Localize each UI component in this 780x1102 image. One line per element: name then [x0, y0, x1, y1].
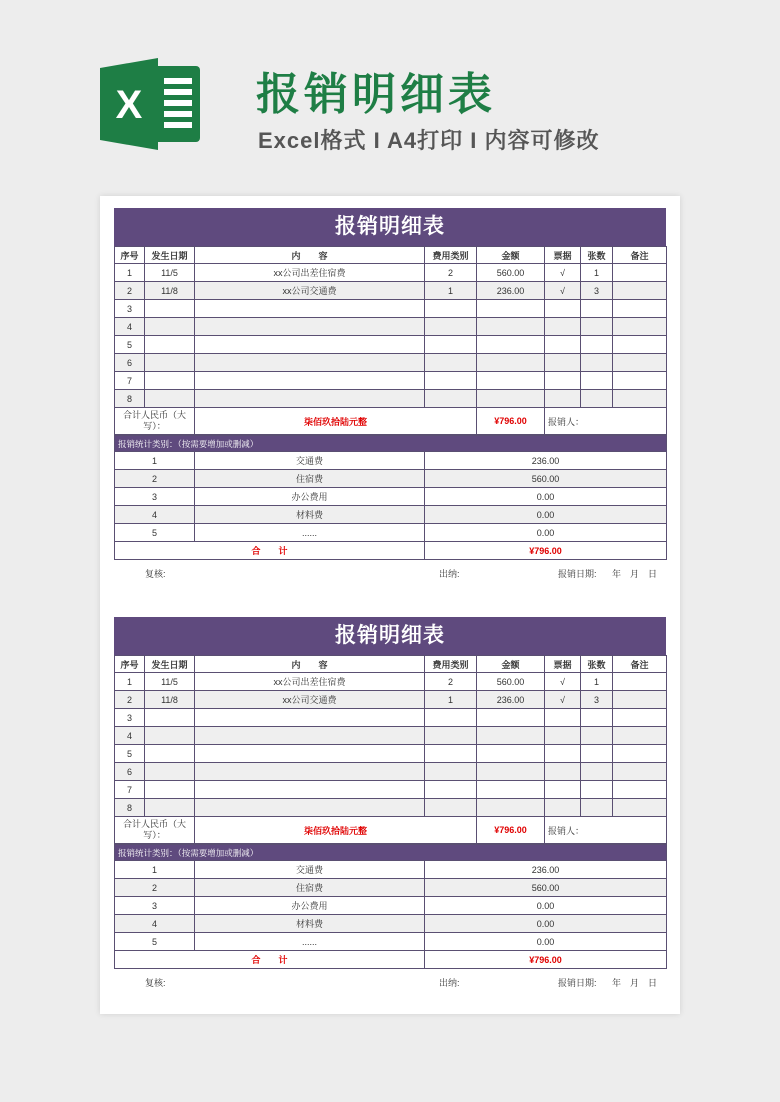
table-row: [115, 336, 667, 354]
cell-count[interactable]: 3: [581, 691, 613, 709]
cell-content[interactable]: [195, 745, 425, 763]
cell-seq[interactable]: 4: [115, 727, 145, 745]
cell-date[interactable]: [145, 763, 195, 781]
cell-remark[interactable]: [613, 354, 667, 372]
total-amount-words[interactable]: 柒佰玖拾陆元整: [195, 408, 477, 435]
stats-seq[interactable]: 5: [115, 524, 195, 542]
signature-row: [114, 969, 666, 991]
page-subtitle: Excel格式 I A4打印 I 内容可修改: [258, 128, 600, 153]
cell-count[interactable]: [581, 390, 613, 408]
cell-amount[interactable]: 560.00: [477, 673, 545, 691]
table-row: [115, 318, 667, 336]
total-amount[interactable]: ¥796.00: [477, 817, 545, 844]
date-day: 日: [648, 569, 658, 579]
cell-amount[interactable]: 236.00: [477, 282, 545, 300]
column-header-date: 发生日期: [145, 247, 195, 264]
cell-content[interactable]: [195, 300, 425, 318]
table-row: [115, 673, 667, 691]
date-day: 日: [648, 978, 658, 988]
date-month: 月: [630, 978, 640, 988]
cell-date[interactable]: [145, 300, 195, 318]
cell-content[interactable]: [195, 390, 425, 408]
cell-remark[interactable]: [613, 763, 667, 781]
table-row: [115, 709, 667, 727]
stats-row: [115, 506, 667, 524]
cell-content[interactable]: xx公司交通费: [195, 691, 425, 709]
stats-category[interactable]: 交通费: [195, 452, 425, 470]
stats-amount[interactable]: 560.00: [425, 470, 667, 488]
stats-seq[interactable]: 2: [115, 470, 195, 488]
cell-date[interactable]: [145, 727, 195, 745]
cell-count[interactable]: [581, 781, 613, 799]
date-label: 报销日期:: [558, 978, 597, 988]
cell-amount[interactable]: [477, 354, 545, 372]
cell-amount[interactable]: [477, 336, 545, 354]
cell-count[interactable]: 3: [581, 282, 613, 300]
cell-date[interactable]: 11/5: [145, 673, 195, 691]
cell-amount[interactable]: [477, 799, 545, 817]
cell-receipt[interactable]: [545, 781, 581, 799]
cell-category[interactable]: 1: [425, 282, 477, 300]
cashier-label: 出纳:: [439, 978, 460, 988]
table-row: [115, 763, 667, 781]
stats-row: [115, 488, 667, 506]
cell-date[interactable]: [145, 372, 195, 390]
column-header-count: 张数: [581, 247, 613, 264]
table-header-row: [115, 247, 667, 264]
total-amount[interactable]: ¥796.00: [477, 408, 545, 435]
cell-receipt[interactable]: [545, 318, 581, 336]
cell-seq[interactable]: 8: [115, 390, 145, 408]
cell-amount[interactable]: [477, 372, 545, 390]
expense-table: [114, 655, 667, 844]
cell-content[interactable]: [195, 372, 425, 390]
stats-header-row: [115, 436, 667, 452]
cell-count[interactable]: [581, 300, 613, 318]
signature-row: [114, 560, 666, 582]
cell-category[interactable]: 2: [425, 264, 477, 282]
column-header-remark: 备注: [613, 247, 667, 264]
column-header-date: 发生日期: [145, 656, 195, 673]
cell-remark[interactable]: [613, 300, 667, 318]
table-row: [115, 745, 667, 763]
table-row: [115, 390, 667, 408]
excel-icon-letter: X: [115, 83, 143, 127]
cashier-label: 出纳:: [439, 569, 460, 579]
document-paper: [100, 196, 680, 1014]
stats-amount[interactable]: 0.00: [425, 506, 667, 524]
cell-count[interactable]: [581, 745, 613, 763]
column-header-content: 内 容: [195, 247, 425, 264]
cell-date[interactable]: [145, 318, 195, 336]
cell-seq[interactable]: 7: [115, 372, 145, 390]
stats-category[interactable]: ......: [195, 933, 425, 951]
cell-amount[interactable]: [477, 709, 545, 727]
stats-total-label: 合 计: [115, 542, 425, 560]
stats-seq[interactable]: 2: [115, 879, 195, 897]
stats-row: [115, 897, 667, 915]
cell-date[interactable]: [145, 390, 195, 408]
stats-seq[interactable]: 1: [115, 861, 195, 879]
table-row: [115, 264, 667, 282]
cell-category[interactable]: [425, 354, 477, 372]
cell-seq[interactable]: 2: [115, 282, 145, 300]
cell-content[interactable]: xx公司交通费: [195, 282, 425, 300]
cell-remark[interactable]: [613, 709, 667, 727]
cell-count[interactable]: [581, 336, 613, 354]
table-header-row: [115, 656, 667, 673]
stats-category[interactable]: 办公费用: [195, 897, 425, 915]
cell-seq[interactable]: 8: [115, 799, 145, 817]
stats-total-amount[interactable]: ¥796.00: [425, 951, 667, 969]
date-year: 年: [612, 978, 622, 988]
column-header-content: 内 容: [195, 656, 425, 673]
table-row: [115, 727, 667, 745]
cell-content[interactable]: [195, 354, 425, 372]
cell-count[interactable]: [581, 318, 613, 336]
cell-amount[interactable]: [477, 318, 545, 336]
stats-table: [114, 435, 667, 560]
cell-category[interactable]: [425, 763, 477, 781]
cell-date[interactable]: 11/8: [145, 691, 195, 709]
cell-date[interactable]: [145, 781, 195, 799]
column-header-category: 费用类别: [425, 247, 477, 264]
cell-amount[interactable]: [477, 781, 545, 799]
stats-category[interactable]: 办公费用: [195, 488, 425, 506]
stats-category[interactable]: 材料费: [195, 506, 425, 524]
cell-amount[interactable]: 236.00: [477, 691, 545, 709]
column-header-amount: 金额: [477, 656, 545, 673]
stats-category[interactable]: ......: [195, 524, 425, 542]
cell-seq[interactable]: 5: [115, 745, 145, 763]
stats-seq[interactable]: 4: [115, 915, 195, 933]
column-header-receipt: 票据: [545, 656, 581, 673]
stats-seq[interactable]: 3: [115, 488, 195, 506]
stats-amount[interactable]: 0.00: [425, 915, 667, 933]
stats-total-row: [115, 542, 667, 560]
stats-seq[interactable]: 5: [115, 933, 195, 951]
cell-receipt[interactable]: √: [545, 264, 581, 282]
stats-total-amount[interactable]: ¥796.00: [425, 542, 667, 560]
cell-date[interactable]: [145, 354, 195, 372]
column-header-category: 费用类别: [425, 656, 477, 673]
cell-category[interactable]: [425, 318, 477, 336]
cell-content[interactable]: xx公司出差住宿费: [195, 673, 425, 691]
stats-seq[interactable]: 3: [115, 897, 195, 915]
cell-remark[interactable]: [613, 781, 667, 799]
stats-amount[interactable]: 236.00: [425, 452, 667, 470]
cell-receipt[interactable]: [545, 727, 581, 745]
cell-remark[interactable]: [613, 318, 667, 336]
total-label: 合计人民币（大写）：: [115, 817, 195, 844]
cell-remark[interactable]: [613, 336, 667, 354]
stats-category[interactable]: 住宿费: [195, 470, 425, 488]
stats-row: [115, 452, 667, 470]
stats-category[interactable]: 交通费: [195, 861, 425, 879]
cell-amount[interactable]: [477, 727, 545, 745]
cell-category[interactable]: [425, 336, 477, 354]
stats-amount[interactable]: 0.00: [425, 897, 667, 915]
cell-seq[interactable]: 3: [115, 709, 145, 727]
cell-amount[interactable]: [477, 300, 545, 318]
cell-remark[interactable]: [613, 264, 667, 282]
cell-count[interactable]: [581, 372, 613, 390]
cell-receipt[interactable]: √: [545, 691, 581, 709]
column-header-seq: 序号: [115, 247, 145, 264]
expense-form: [114, 617, 666, 991]
page-title: 报销明细表: [256, 70, 496, 119]
table-row: [115, 372, 667, 390]
stats-category[interactable]: 材料费: [195, 915, 425, 933]
cell-amount[interactable]: [477, 745, 545, 763]
date-year: 年: [612, 569, 622, 579]
stats-seq[interactable]: 1: [115, 452, 195, 470]
review-label: 复核:: [145, 569, 166, 579]
stats-header-row: [115, 845, 667, 861]
table-row: [115, 691, 667, 709]
stats-amount[interactable]: 236.00: [425, 861, 667, 879]
total-label: 合计人民币（大写）：: [115, 408, 195, 435]
column-header-count: 张数: [581, 656, 613, 673]
cell-receipt[interactable]: [545, 300, 581, 318]
form-title: 报销明细表: [114, 208, 666, 246]
cell-seq[interactable]: 2: [115, 691, 145, 709]
expense-form: [114, 208, 666, 582]
cell-receipt[interactable]: [545, 390, 581, 408]
cell-receipt[interactable]: √: [545, 282, 581, 300]
cell-content[interactable]: [195, 336, 425, 354]
form-title: 报销明细表: [114, 617, 666, 655]
stats-category[interactable]: 住宿费: [195, 879, 425, 897]
cell-category[interactable]: [425, 745, 477, 763]
cell-category[interactable]: [425, 372, 477, 390]
reimburser-field[interactable]: 报销人：: [545, 408, 667, 435]
cell-amount[interactable]: 560.00: [477, 264, 545, 282]
stats-row: [115, 933, 667, 951]
column-header-receipt: 票据: [545, 247, 581, 264]
cell-remark[interactable]: [613, 282, 667, 300]
cell-date[interactable]: [145, 709, 195, 727]
cell-remark[interactable]: [613, 390, 667, 408]
cell-seq[interactable]: 3: [115, 300, 145, 318]
table-row: [115, 781, 667, 799]
stats-total-label: 合 计: [115, 951, 425, 969]
cell-receipt[interactable]: [545, 763, 581, 781]
cell-content[interactable]: [195, 727, 425, 745]
cell-count[interactable]: 1: [581, 673, 613, 691]
cell-count[interactable]: [581, 763, 613, 781]
stats-total-row: [115, 951, 667, 969]
table-row: [115, 300, 667, 318]
cell-date[interactable]: 11/5: [145, 264, 195, 282]
date-month: 月: [630, 569, 640, 579]
stats-header: 报销统计类别：（按需要增加或删减）: [115, 845, 667, 861]
column-header-remark: 备注: [613, 656, 667, 673]
cell-remark[interactable]: [613, 799, 667, 817]
cell-seq[interactable]: 7: [115, 781, 145, 799]
column-header-seq: 序号: [115, 656, 145, 673]
cell-content[interactable]: [195, 709, 425, 727]
cell-date[interactable]: [145, 745, 195, 763]
cell-content[interactable]: [195, 318, 425, 336]
stats-row: [115, 861, 667, 879]
stats-amount[interactable]: 0.00: [425, 933, 667, 951]
cell-count[interactable]: 1: [581, 264, 613, 282]
cell-amount[interactable]: [477, 390, 545, 408]
stats-row: [115, 524, 667, 542]
stats-header: 报销统计类别：（按需要增加或删减）: [115, 436, 667, 452]
date-label: 报销日期:: [558, 569, 597, 579]
cell-seq[interactable]: 4: [115, 318, 145, 336]
cell-count[interactable]: [581, 709, 613, 727]
total-row: [115, 408, 667, 435]
cell-seq[interactable]: 5: [115, 336, 145, 354]
cell-content[interactable]: [195, 799, 425, 817]
cell-seq[interactable]: 6: [115, 763, 145, 781]
cell-remark[interactable]: [613, 691, 667, 709]
stats-amount[interactable]: 0.00: [425, 488, 667, 506]
cell-count[interactable]: [581, 799, 613, 817]
cell-content[interactable]: [195, 781, 425, 799]
cell-receipt[interactable]: √: [545, 673, 581, 691]
reimburser-field[interactable]: 报销人：: [545, 817, 667, 844]
cell-receipt[interactable]: [545, 745, 581, 763]
cell-category[interactable]: [425, 390, 477, 408]
cell-content[interactable]: xx公司出差住宿费: [195, 264, 425, 282]
cell-remark[interactable]: [613, 727, 667, 745]
stats-row: [115, 915, 667, 933]
cell-seq[interactable]: 6: [115, 354, 145, 372]
cell-receipt[interactable]: [545, 372, 581, 390]
cell-remark[interactable]: [613, 673, 667, 691]
table-row: [115, 799, 667, 817]
cell-receipt[interactable]: [545, 799, 581, 817]
cell-count[interactable]: [581, 727, 613, 745]
cell-date[interactable]: 11/8: [145, 282, 195, 300]
page-header: [0, 0, 780, 180]
cell-count[interactable]: [581, 354, 613, 372]
cell-category[interactable]: [425, 709, 477, 727]
cell-remark[interactable]: [613, 372, 667, 390]
review-label: 复核:: [145, 978, 166, 988]
cell-receipt[interactable]: [545, 336, 581, 354]
cell-receipt[interactable]: [545, 709, 581, 727]
cell-remark[interactable]: [613, 745, 667, 763]
cell-category[interactable]: [425, 799, 477, 817]
cell-receipt[interactable]: [545, 354, 581, 372]
cell-category[interactable]: [425, 781, 477, 799]
cell-category[interactable]: [425, 300, 477, 318]
cell-category[interactable]: 1: [425, 691, 477, 709]
total-amount-words[interactable]: 柒佰玖拾陆元整: [195, 817, 477, 844]
cell-category[interactable]: 2: [425, 673, 477, 691]
stats-row: [115, 470, 667, 488]
table-row: [115, 354, 667, 372]
stats-amount[interactable]: 0.00: [425, 524, 667, 542]
cell-date[interactable]: [145, 799, 195, 817]
cell-seq[interactable]: 1: [115, 673, 145, 691]
stats-table: [114, 844, 667, 969]
cell-date[interactable]: [145, 336, 195, 354]
table-row: [115, 282, 667, 300]
stats-amount[interactable]: 560.00: [425, 879, 667, 897]
cell-content[interactable]: [195, 763, 425, 781]
expense-table: [114, 246, 667, 435]
excel-icon: [100, 56, 204, 152]
stats-seq[interactable]: 4: [115, 506, 195, 524]
column-header-amount: 金额: [477, 247, 545, 264]
cell-amount[interactable]: [477, 763, 545, 781]
stats-row: [115, 879, 667, 897]
cell-seq[interactable]: 1: [115, 264, 145, 282]
cell-category[interactable]: [425, 727, 477, 745]
total-row: [115, 817, 667, 844]
